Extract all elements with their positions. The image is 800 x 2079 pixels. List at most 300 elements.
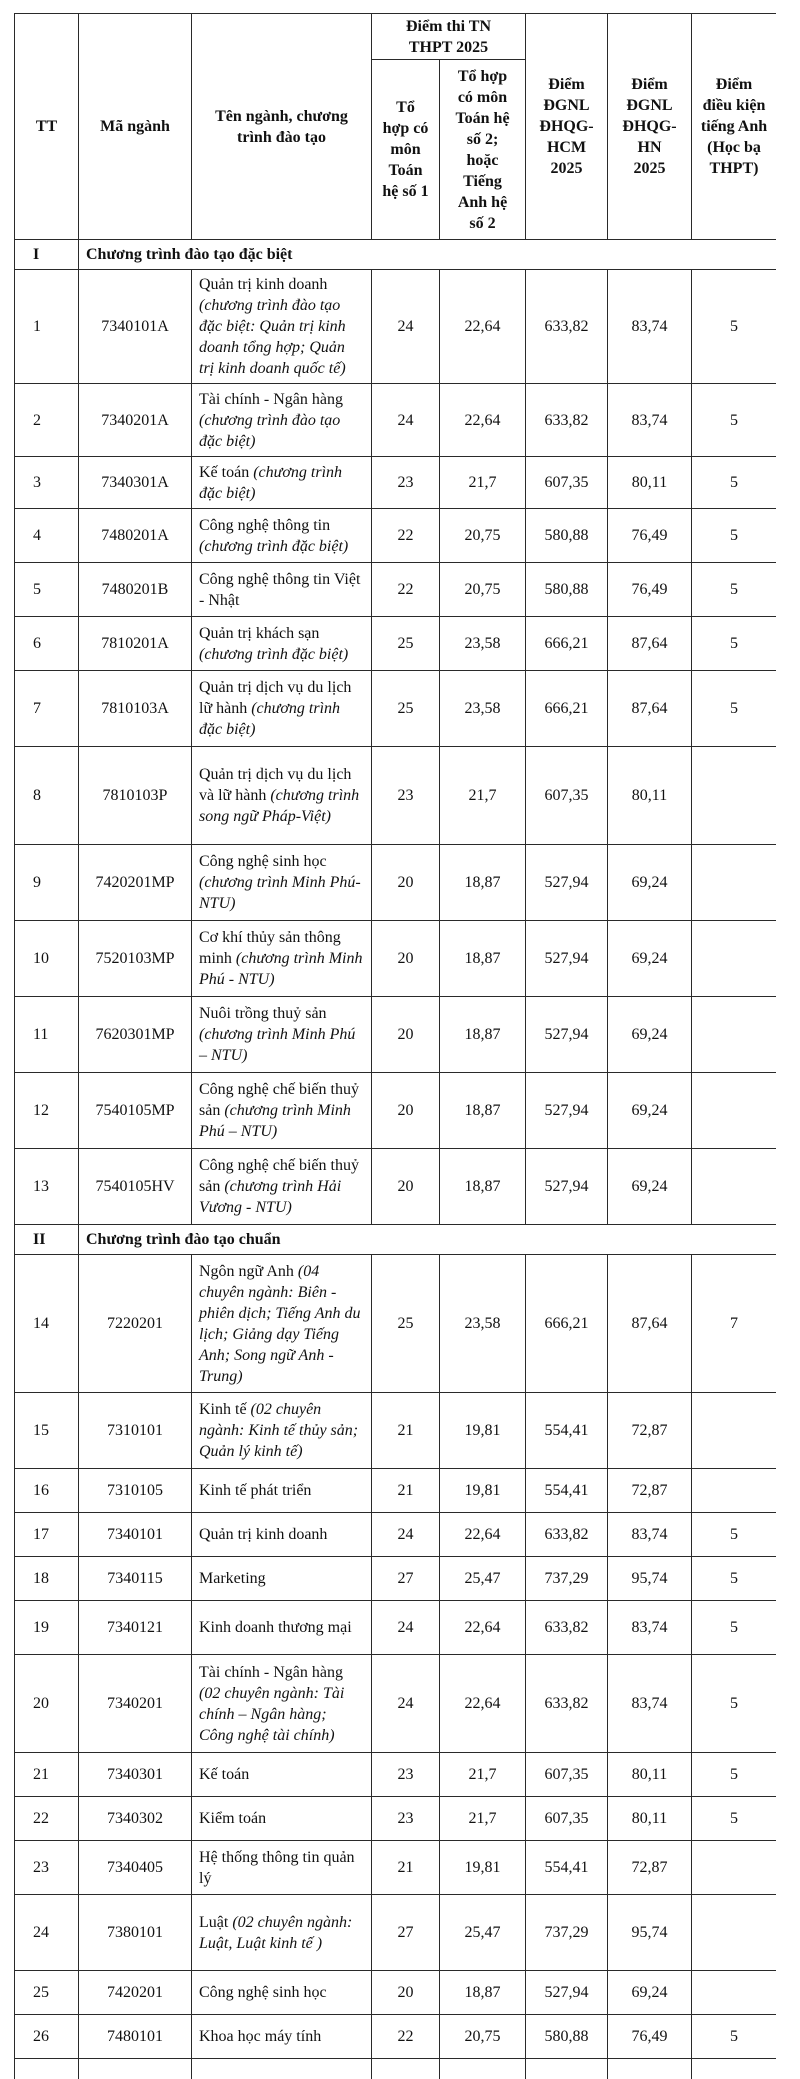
table-row bbox=[15, 1557, 777, 1601]
table-row bbox=[15, 845, 777, 921]
row-program-name: Tài chính - Ngân hàng bbox=[199, 390, 343, 408]
row-program-code: 7340201A bbox=[79, 384, 192, 457]
row-score-to-hop-1: 24 bbox=[372, 1655, 440, 1753]
table-row bbox=[15, 1255, 777, 1393]
row-english-requirement: 5 bbox=[692, 1797, 777, 1841]
row-score-dgnl-hcm: 527,94 bbox=[526, 1971, 608, 2015]
row-score-dgnl-hn: 80,11 bbox=[608, 1797, 692, 1841]
row-program-name-cell bbox=[192, 1841, 372, 1895]
row-score-to-hop-1: 23 bbox=[372, 1797, 440, 1841]
row-program-name: Công nghệ thông tin bbox=[199, 516, 331, 534]
row-score-to-hop-1: 23 bbox=[372, 1753, 440, 1797]
table-row bbox=[15, 457, 777, 509]
row-score-to-hop-1: 20 bbox=[372, 1149, 440, 1225]
row-program-name-cell bbox=[192, 384, 372, 457]
row-score-to-hop-2: 20,75 bbox=[440, 509, 526, 563]
row-program-code: 7340101A bbox=[79, 270, 192, 384]
row-score-dgnl-hcm: 527,94 bbox=[526, 1149, 608, 1225]
row-score-dgnl-hcm: 633,82 bbox=[526, 384, 608, 457]
row-score-dgnl-hcm: 633,82 bbox=[526, 1655, 608, 1753]
row-score-dgnl-hn: 80,11 bbox=[608, 457, 692, 509]
row-program-name-cell bbox=[192, 1557, 372, 1601]
row-score-to-hop-2: 18,87 bbox=[440, 1149, 526, 1225]
row-score-to-hop-2: 18,87 bbox=[440, 1971, 526, 2015]
row-tt: 22 bbox=[15, 1797, 79, 1841]
row-program-name-cell bbox=[192, 1971, 372, 2015]
row-program-name-cell bbox=[192, 1655, 372, 1753]
row-score-to-hop-1: 20 bbox=[372, 997, 440, 1073]
row-tt: 19 bbox=[15, 1601, 79, 1655]
row-program-note: (04 chuyên ngành: Biên - phiên dịch; Tiếng Anh du lịch; Giảng dạy Tiếng Anh; Song ngữ Anh - Trung) bbox=[199, 1262, 361, 1385]
row-program-name: Quản trị dịch vụ du lịch lữ hành bbox=[199, 679, 352, 717]
row-score-to-hop-1: 24 bbox=[372, 270, 440, 384]
row-program-name: Kinh doanh thương mại bbox=[199, 1619, 352, 1636]
row-program-name-cell bbox=[192, 2015, 372, 2059]
row-score-dgnl-hcm: 527,94 bbox=[526, 997, 608, 1073]
row-program-code: 7340301 bbox=[79, 1753, 192, 1797]
row-program-code: 7310105 bbox=[79, 1469, 192, 1513]
row-score-to-hop-2: 23,58 bbox=[440, 617, 526, 671]
row-program-name: Công nghệ sinh học bbox=[199, 853, 327, 870]
row-score-to-hop-2: 23,58 bbox=[440, 1255, 526, 1393]
row-score-to-hop-1: 21 bbox=[372, 1841, 440, 1895]
row-english-requirement bbox=[692, 997, 777, 1073]
table-row bbox=[15, 1895, 777, 1971]
row-score-dgnl-hcm: 633,82 bbox=[526, 270, 608, 384]
row-tt: 24 bbox=[15, 1895, 79, 1971]
row-score-dgnl-hn bbox=[608, 2059, 692, 2079]
row-program-name: Công nghệ thông tin Việt - Nhật bbox=[199, 570, 361, 609]
row-score-to-hop-2: 23,58 bbox=[440, 671, 526, 747]
row-program-code: 7340101 bbox=[79, 1513, 192, 1557]
row-program-name: Quản trị kinh doanh bbox=[199, 1526, 328, 1543]
row-english-requirement: 5 bbox=[692, 563, 777, 617]
row-score-to-hop-1: 20 bbox=[372, 1971, 440, 2015]
row-program-code: 7340115 bbox=[79, 1557, 192, 1601]
row-tt: 14 bbox=[15, 1255, 79, 1393]
row-score-to-hop-1: 23 bbox=[372, 457, 440, 509]
row-score-dgnl-hn: 83,74 bbox=[608, 1513, 692, 1557]
row-english-requirement bbox=[692, 747, 777, 845]
row-program-name: Kế toán bbox=[199, 463, 254, 481]
row-program-name-cell bbox=[192, 1393, 372, 1469]
section-number: II bbox=[15, 1225, 79, 1255]
row-score-to-hop-1: 24 bbox=[372, 384, 440, 457]
row-program-code: 7220201 bbox=[79, 1255, 192, 1393]
row-score-to-hop-2: 22,64 bbox=[440, 270, 526, 384]
row-score-dgnl-hcm: 607,35 bbox=[526, 1797, 608, 1841]
table-row bbox=[15, 2015, 777, 2059]
row-tt: 23 bbox=[15, 1841, 79, 1895]
table-row bbox=[15, 1797, 777, 1841]
row-program-note: (02 chuyên ngành: Kinh tế thủy sản; Quản lý kinh tế) bbox=[199, 1401, 359, 1460]
row-program-name: Khoa học máy tính bbox=[199, 2028, 322, 2045]
row-program-name: Hệ thống thông tin quản lý bbox=[199, 1848, 355, 1887]
row-tt: 11 bbox=[15, 997, 79, 1073]
row-program-name-cell bbox=[192, 921, 372, 997]
row-score-dgnl-hcm: 666,21 bbox=[526, 671, 608, 747]
row-tt: 17 bbox=[15, 1513, 79, 1557]
row-program-name-cell bbox=[192, 1895, 372, 1971]
row-score-to-hop-1: 27 bbox=[372, 1557, 440, 1601]
row-program-name: Tài chính - Ngân hàng bbox=[199, 1663, 343, 1681]
row-score-to-hop-1: 25 bbox=[372, 1255, 440, 1393]
row-tt: 8 bbox=[15, 747, 79, 845]
table-row bbox=[15, 1753, 777, 1797]
header-diem-thi-group: Điểm thi TN THPT 2025 bbox=[372, 14, 526, 60]
row-score-to-hop-1: 25 bbox=[372, 671, 440, 747]
row-program-note: (chương trình Hải Vương - NTU) bbox=[199, 1178, 342, 1216]
row-program-note: (chương trình Minh Phú – NTU) bbox=[199, 1026, 356, 1064]
row-program-name: Kiểm toán bbox=[199, 1810, 267, 1827]
row-score-to-hop-1: 22 bbox=[372, 509, 440, 563]
row-score-to-hop-1: 22 bbox=[372, 563, 440, 617]
row-program-name: Quản trị dịch vụ du lịch và lữ hành bbox=[199, 766, 352, 804]
row-tt: 18 bbox=[15, 1557, 79, 1601]
score-table-page bbox=[14, 13, 776, 2079]
row-score-dgnl-hn: 80,11 bbox=[608, 747, 692, 845]
row-tt: 2 bbox=[15, 384, 79, 457]
row-program-note: (chương trình Minh Phú - NTU) bbox=[199, 950, 363, 988]
row-english-requirement bbox=[692, 1971, 777, 2015]
row-english-requirement bbox=[692, 1393, 777, 1469]
row-score-dgnl-hn: 69,24 bbox=[608, 997, 692, 1073]
row-program-code: 7540105MP bbox=[79, 1073, 192, 1149]
table-row bbox=[15, 1469, 777, 1513]
header-ten-nganh: Tên ngành, chương trình đào tạo bbox=[192, 14, 372, 240]
row-score-to-hop-1: 20 bbox=[372, 921, 440, 997]
row-tt: 5 bbox=[15, 563, 79, 617]
row-score-to-hop-2: 18,87 bbox=[440, 845, 526, 921]
row-program-name: Marketing bbox=[199, 1570, 266, 1587]
row-program-name: Nuôi trồng thuỷ sản bbox=[199, 1005, 327, 1022]
row-score-dgnl-hn: 87,64 bbox=[608, 671, 692, 747]
row-score-dgnl-hn: 83,74 bbox=[608, 270, 692, 384]
row-program-note: (chương trình Minh Phú-NTU) bbox=[199, 874, 361, 912]
row-score-dgnl-hn: 87,64 bbox=[608, 617, 692, 671]
row-tt: 25 bbox=[15, 1971, 79, 2015]
row-program-code: 7480201A bbox=[79, 509, 192, 563]
row-program-code: 7340302 bbox=[79, 1797, 192, 1841]
row-program-name-cell bbox=[192, 997, 372, 1073]
row-english-requirement bbox=[692, 1895, 777, 1971]
row-score-to-hop-2: 25,47 bbox=[440, 1895, 526, 1971]
row-score-dgnl-hcm: 580,88 bbox=[526, 2015, 608, 2059]
row-score-dgnl-hcm: 737,29 bbox=[526, 1895, 608, 1971]
row-program-name-cell bbox=[192, 1601, 372, 1655]
table-row bbox=[15, 1601, 777, 1655]
row-program-name: Công nghệ chế biến thuỷ sản bbox=[199, 1157, 359, 1195]
row-score-dgnl-hn: 83,74 bbox=[608, 1655, 692, 1753]
row-tt: 20 bbox=[15, 1655, 79, 1753]
row-score-to-hop-2: 21,7 bbox=[440, 1797, 526, 1841]
row-tt: 12 bbox=[15, 1073, 79, 1149]
section-row bbox=[15, 240, 777, 270]
table-row bbox=[15, 384, 777, 457]
header-tieng-anh: Điểm điều kiện tiếng Anh (Học bạ THPT) bbox=[692, 14, 777, 240]
row-score-dgnl-hn: 69,24 bbox=[608, 1149, 692, 1225]
row-english-requirement bbox=[692, 2059, 777, 2079]
table-row bbox=[15, 1393, 777, 1469]
row-tt: 13 bbox=[15, 1149, 79, 1225]
row-program-code: 7480201B bbox=[79, 563, 192, 617]
row-score-dgnl-hn: 72,87 bbox=[608, 1841, 692, 1895]
row-score-dgnl-hcm: 554,41 bbox=[526, 1469, 608, 1513]
table-row bbox=[15, 617, 777, 671]
row-english-requirement bbox=[692, 1149, 777, 1225]
row-program-code: 7340121 bbox=[79, 1601, 192, 1655]
table-body bbox=[15, 240, 777, 2079]
row-score-to-hop-2: 22,64 bbox=[440, 1513, 526, 1557]
row-tt: 7 bbox=[15, 671, 79, 747]
admission-score-table bbox=[14, 13, 776, 2079]
row-score-dgnl-hcm: 633,82 bbox=[526, 1601, 608, 1655]
row-english-requirement bbox=[692, 1073, 777, 1149]
row-score-to-hop-2: 22,64 bbox=[440, 1601, 526, 1655]
row-program-note: (chương trình song ngữ Pháp-Việt) bbox=[199, 787, 360, 825]
row-program-name-cell bbox=[192, 2059, 372, 2079]
row-score-dgnl-hn: 83,74 bbox=[608, 384, 692, 457]
row-program-code: 7520103MP bbox=[79, 921, 192, 997]
row-english-requirement: 5 bbox=[692, 617, 777, 671]
row-program-code: 7480101 bbox=[79, 2015, 192, 2059]
table-row bbox=[15, 1655, 777, 1753]
row-program-code: 7420201 bbox=[79, 1971, 192, 2015]
row-program-note: (chương trình đặc biệt) bbox=[199, 463, 343, 502]
row-program-note: (02 chuyên ngành: Luật, Luật kinh tế ) bbox=[199, 1913, 353, 1952]
row-score-dgnl-hn: 80,11 bbox=[608, 1753, 692, 1797]
row-program-name-cell bbox=[192, 1797, 372, 1841]
row-program-name-cell bbox=[192, 270, 372, 384]
row-program-name: Quản trị khách sạn bbox=[199, 624, 320, 642]
row-score-to-hop-1: 25 bbox=[372, 617, 440, 671]
header-tt: TT bbox=[15, 14, 79, 240]
row-program-name: Quản trị kinh doanh bbox=[199, 276, 328, 293]
row-score-dgnl-hn: 95,74 bbox=[608, 1895, 692, 1971]
row-program-name: Công nghệ chế biến thuỷ sản bbox=[199, 1081, 359, 1119]
row-score-dgnl-hcm: 607,35 bbox=[526, 1753, 608, 1797]
row-tt: 3 bbox=[15, 457, 79, 509]
row-tt: 21 bbox=[15, 1753, 79, 1797]
row-program-code: 7340201 bbox=[79, 1655, 192, 1753]
row-score-to-hop-2: 18,87 bbox=[440, 921, 526, 997]
row-tt bbox=[15, 2059, 79, 2079]
row-english-requirement: 5 bbox=[692, 1557, 777, 1601]
row-english-requirement: 5 bbox=[692, 1513, 777, 1557]
header-dgnl-hcm: Điểm ĐGNL ĐHQG-HCM 2025 bbox=[526, 14, 608, 240]
row-program-name: Luật bbox=[199, 1913, 233, 1931]
row-score-to-hop-2: 21,7 bbox=[440, 1753, 526, 1797]
header-ma-nganh: Mã ngành bbox=[79, 14, 192, 240]
row-english-requirement: 5 bbox=[692, 1753, 777, 1797]
row-score-dgnl-hn: 87,64 bbox=[608, 1255, 692, 1393]
row-english-requirement: 5 bbox=[692, 2015, 777, 2059]
row-score-to-hop-2: 19,81 bbox=[440, 1393, 526, 1469]
row-program-name: Kế toán bbox=[199, 1766, 250, 1783]
row-score-dgnl-hn: 69,24 bbox=[608, 921, 692, 997]
row-score-dgnl-hn: 95,74 bbox=[608, 1557, 692, 1601]
row-program-note: (chương trình đào tạo đặc biệt) bbox=[199, 411, 341, 450]
row-program-name-cell bbox=[192, 845, 372, 921]
row-english-requirement bbox=[692, 1841, 777, 1895]
row-english-requirement bbox=[692, 845, 777, 921]
row-score-dgnl-hn: 69,24 bbox=[608, 845, 692, 921]
table-row bbox=[15, 1149, 777, 1225]
row-program-code: 7810201A bbox=[79, 617, 192, 671]
row-program-note: (chương trình đào tạo đặc biệt: Quản trị kinh doanh tổng hợp; Quản trị kinh doanh quốc tế) bbox=[199, 297, 346, 377]
row-score-dgnl-hcm: 580,88 bbox=[526, 563, 608, 617]
table-row bbox=[15, 1513, 777, 1557]
section-number: I bbox=[15, 240, 79, 270]
table-row bbox=[15, 2059, 777, 2079]
row-score-dgnl-hcm: 527,94 bbox=[526, 1073, 608, 1149]
row-english-requirement bbox=[692, 921, 777, 997]
row-program-name-cell bbox=[192, 617, 372, 671]
row-program-name-cell bbox=[192, 747, 372, 845]
row-english-requirement: 5 bbox=[692, 671, 777, 747]
row-score-dgnl-hcm: 737,29 bbox=[526, 1557, 608, 1601]
row-tt: 16 bbox=[15, 1469, 79, 1513]
row-score-dgnl-hcm bbox=[526, 2059, 608, 2079]
row-tt: 6 bbox=[15, 617, 79, 671]
row-score-dgnl-hcm: 527,94 bbox=[526, 845, 608, 921]
row-tt: 15 bbox=[15, 1393, 79, 1469]
header-to-hop-2: Tổ hợp có môn Toán hệ số 2; hoặc Tiếng Anh hệ số 2 bbox=[440, 60, 526, 240]
row-score-dgnl-hn: 72,87 bbox=[608, 1393, 692, 1469]
row-english-requirement: 5 bbox=[692, 270, 777, 384]
table-row bbox=[15, 747, 777, 845]
section-title: Chương trình đào tạo chuẩn bbox=[79, 1225, 777, 1255]
row-program-name: Kinh tế bbox=[199, 1401, 251, 1418]
row-score-to-hop-2: 18,87 bbox=[440, 1073, 526, 1149]
row-program-name-cell bbox=[192, 1753, 372, 1797]
row-tt: 26 bbox=[15, 2015, 79, 2059]
row-score-to-hop-2: 21,7 bbox=[440, 747, 526, 845]
row-score-dgnl-hcm: 666,21 bbox=[526, 1255, 608, 1393]
row-program-note: (chương trình Minh Phú – NTU) bbox=[199, 1102, 351, 1140]
table-row bbox=[15, 1073, 777, 1149]
row-score-to-hop-2: 20,75 bbox=[440, 2015, 526, 2059]
row-score-to-hop-2: 22,64 bbox=[440, 384, 526, 457]
section-title: Chương trình đào tạo đặc biệt bbox=[79, 240, 777, 270]
row-score-to-hop-1: 21 bbox=[372, 1469, 440, 1513]
row-english-requirement: 5 bbox=[692, 1655, 777, 1753]
row-score-to-hop-2: 25,47 bbox=[440, 1557, 526, 1601]
row-program-code: 7420201MP bbox=[79, 845, 192, 921]
table-row bbox=[15, 1841, 777, 1895]
row-score-dgnl-hcm: 633,82 bbox=[526, 1513, 608, 1557]
row-program-code: 7340405 bbox=[79, 1841, 192, 1895]
header-to-hop-1: Tổ hợp có môn Toán hệ số 1 bbox=[372, 60, 440, 240]
row-program-name-cell bbox=[192, 563, 372, 617]
row-score-to-hop-2 bbox=[440, 2059, 526, 2079]
row-score-to-hop-2: 22,64 bbox=[440, 1655, 526, 1753]
row-program-name-cell bbox=[192, 1255, 372, 1393]
row-score-to-hop-1: 27 bbox=[372, 1895, 440, 1971]
row-program-code: 7310101 bbox=[79, 1393, 192, 1469]
row-tt: 10 bbox=[15, 921, 79, 997]
row-score-to-hop-1: 24 bbox=[372, 1513, 440, 1557]
table-row bbox=[15, 270, 777, 384]
row-program-code: 7540105HV bbox=[79, 1149, 192, 1225]
row-program-code: 7380101 bbox=[79, 1895, 192, 1971]
row-score-to-hop-1: 20 bbox=[372, 1073, 440, 1149]
row-program-note: (chương trình đặc biệt) bbox=[199, 645, 349, 663]
table-row bbox=[15, 997, 777, 1073]
row-score-dgnl-hcm: 527,94 bbox=[526, 921, 608, 997]
header-dgnl-hn: Điểm ĐGNL ĐHQG-HN 2025 bbox=[608, 14, 692, 240]
row-score-dgnl-hn: 76,49 bbox=[608, 563, 692, 617]
row-program-note: (02 chuyên ngành: Tài chính – Ngân hàng; Công nghệ tài chính) bbox=[199, 1684, 345, 1744]
row-score-to-hop-2: 20,75 bbox=[440, 563, 526, 617]
section-row bbox=[15, 1225, 777, 1255]
row-score-dgnl-hn: 72,87 bbox=[608, 1469, 692, 1513]
row-program-name: Công nghệ sinh học bbox=[199, 1984, 327, 2001]
row-score-to-hop-1: 23 bbox=[372, 747, 440, 845]
row-program-name-cell bbox=[192, 1513, 372, 1557]
row-program-name: Ngôn ngữ Anh bbox=[199, 1262, 298, 1280]
row-program-name: Kinh tế phát triển bbox=[199, 1482, 312, 1499]
row-score-to-hop-1: 20 bbox=[372, 845, 440, 921]
row-score-to-hop-1: 21 bbox=[372, 1393, 440, 1469]
table-row bbox=[15, 1971, 777, 2015]
row-program-code bbox=[79, 2059, 192, 2079]
row-score-to-hop-2: 19,81 bbox=[440, 1841, 526, 1895]
row-english-requirement: 5 bbox=[692, 457, 777, 509]
row-score-dgnl-hn: 76,49 bbox=[608, 509, 692, 563]
row-program-name-cell bbox=[192, 1073, 372, 1149]
row-score-to-hop-2: 18,87 bbox=[440, 997, 526, 1073]
row-score-to-hop-2: 21,7 bbox=[440, 457, 526, 509]
row-score-dgnl-hcm: 554,41 bbox=[526, 1841, 608, 1895]
row-score-to-hop-1: 24 bbox=[372, 1601, 440, 1655]
row-program-name: Cơ khí thủy sản thông minh bbox=[199, 929, 341, 967]
table-row bbox=[15, 563, 777, 617]
row-tt: 9 bbox=[15, 845, 79, 921]
row-program-code: 7620301MP bbox=[79, 997, 192, 1073]
row-score-dgnl-hcm: 580,88 bbox=[526, 509, 608, 563]
row-score-dgnl-hcm: 666,21 bbox=[526, 617, 608, 671]
row-score-to-hop-1 bbox=[372, 2059, 440, 2079]
row-english-requirement: 5 bbox=[692, 384, 777, 457]
row-score-dgnl-hcm: 607,35 bbox=[526, 747, 608, 845]
row-score-to-hop-2: 19,81 bbox=[440, 1469, 526, 1513]
row-program-note: (chương trình đặc biệt) bbox=[199, 537, 349, 555]
table-row bbox=[15, 509, 777, 563]
row-program-code: 7810103P bbox=[79, 747, 192, 845]
row-program-name-cell bbox=[192, 1469, 372, 1513]
row-score-dgnl-hn: 69,24 bbox=[608, 1971, 692, 2015]
row-program-name-cell bbox=[192, 457, 372, 509]
row-tt: 4 bbox=[15, 509, 79, 563]
row-score-dgnl-hcm: 554,41 bbox=[526, 1393, 608, 1469]
row-program-name-cell bbox=[192, 1149, 372, 1225]
row-program-code: 7340301A bbox=[79, 457, 192, 509]
row-score-dgnl-hn: 69,24 bbox=[608, 1073, 692, 1149]
row-program-name-cell bbox=[192, 671, 372, 747]
table-row bbox=[15, 921, 777, 997]
row-program-note: (chương trình đặc biệt) bbox=[199, 700, 341, 738]
row-score-dgnl-hcm: 607,35 bbox=[526, 457, 608, 509]
row-tt: 1 bbox=[15, 270, 79, 384]
row-english-requirement: 7 bbox=[692, 1255, 777, 1393]
row-english-requirement: 5 bbox=[692, 509, 777, 563]
row-program-name-cell bbox=[192, 509, 372, 563]
table-row bbox=[15, 671, 777, 747]
row-program-code: 7810103A bbox=[79, 671, 192, 747]
row-score-dgnl-hn: 83,74 bbox=[608, 1601, 692, 1655]
row-english-requirement: 5 bbox=[692, 1601, 777, 1655]
